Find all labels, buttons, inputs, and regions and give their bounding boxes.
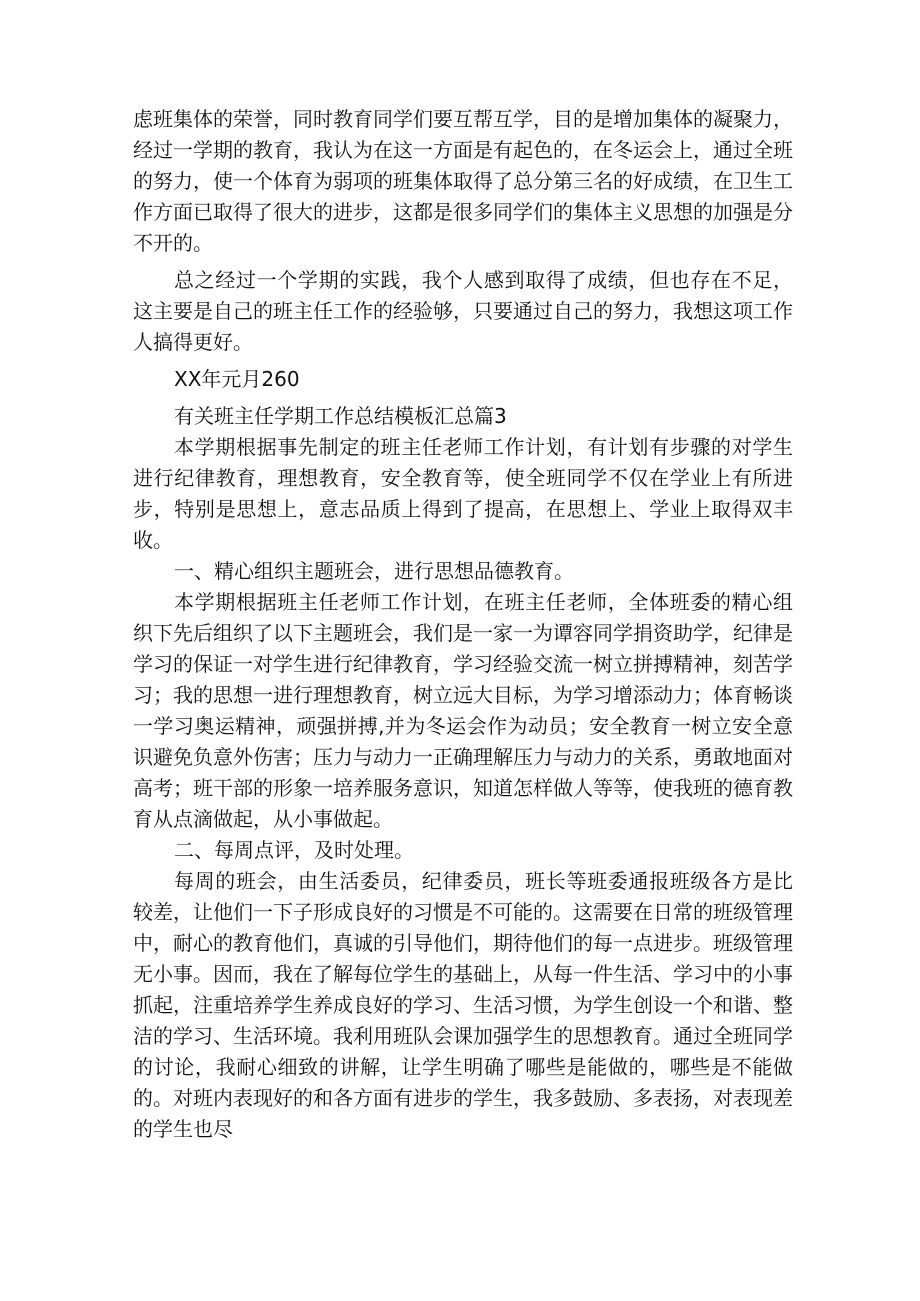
- paragraph-continuation: 虑班集体的荣誉，同时教育同学们要互帮互学，目的是增加集体的凝聚力，经过一学期的教育，我认为在这一方面是有起色的，在冬运会上，通过全班的努力，使一个体育为弱项的班集体取得了总分第三名的好成绩，在卫生工作方面已取得了很大的进步，这都是很多同学们的集体主义思想的加强是分不开的。: [133, 107, 793, 255]
- document-body: [133, 104, 793, 1145]
- heading-two: 二、每周点评，及时处理。: [174, 838, 414, 862]
- heading-one: 一、精心组织主题班会，进行思想品德教育。: [174, 559, 574, 583]
- paragraph-summary: 总之经过一个学期的实践，我个人感到取得了成绩，但也存在不足，这主要是自己的班主任工作的经验够，只要通过自己的努力，我想这项工作人搞得更好。: [133, 268, 793, 354]
- paragraph-weekly-review: 每周的班会，由生活委员，纪律委员，班长等班委通报班级各方是比较差，让他们一下子形成良好的习惯是不可能的。这需要在日常的班级管理中，耐心的教育他们，真诚的引导他们，期待他们的每一点进步。班级管理无小事。因而，我在了解每位学生的基础上，从每一件生活、学习中的小事抓起，注重培养学生养成良好的学习、生活习惯，为学生创设一个和谐、整洁的学习、生活环境。我利用班队会课加强学生的思想教育。通过全班同学的讨论，我耐心细致的讲解，让学生明确了哪些是能做的，哪些是不能做的。对班内表现好的和各方面有进步的学生，我多鼓励、多表扬，对表现差的学生也尽: [133, 869, 793, 1141]
- paragraph-class-meetings: 本学期根据班主任老师工作计划，在班主任老师，全体班委的精心组织下先后组织了以下主题班会，我们是一家一为谭容同学捐资助学，纪律是学习的保证一对学生进行纪律教育，学习经验交流一树立拼搏精神，刻苦学习；我的思想一进行理想教育，树立远大目标，为学习增添动力；体育畅谈一学习奥运精神，顽强拼搏,并为冬运会作为动员；安全教育一树立安全意识避免负意外伤害；压力与动力一正确理解压力与动力的关系，勇敢地面对高考；班干部的形象一培养服务意识，知道怎样做人等等，使我班的德育教育从点滴做起，从小事做起。: [133, 590, 793, 831]
- section-title: 有关班主任学期工作总结模板汇总篇3: [174, 404, 507, 428]
- date-line: XX年元月260: [174, 367, 300, 391]
- paragraph-intro: 本学期根据事先制定的班主任老师工作计划，有计划有步骤的对学生进行纪律教育，理想教育，安全教育等，使全班同学不仅在学业上有所进步，特别是思想上，意志品质上得到了提高，在思想上、学业上取得双丰收。: [133, 435, 793, 552]
